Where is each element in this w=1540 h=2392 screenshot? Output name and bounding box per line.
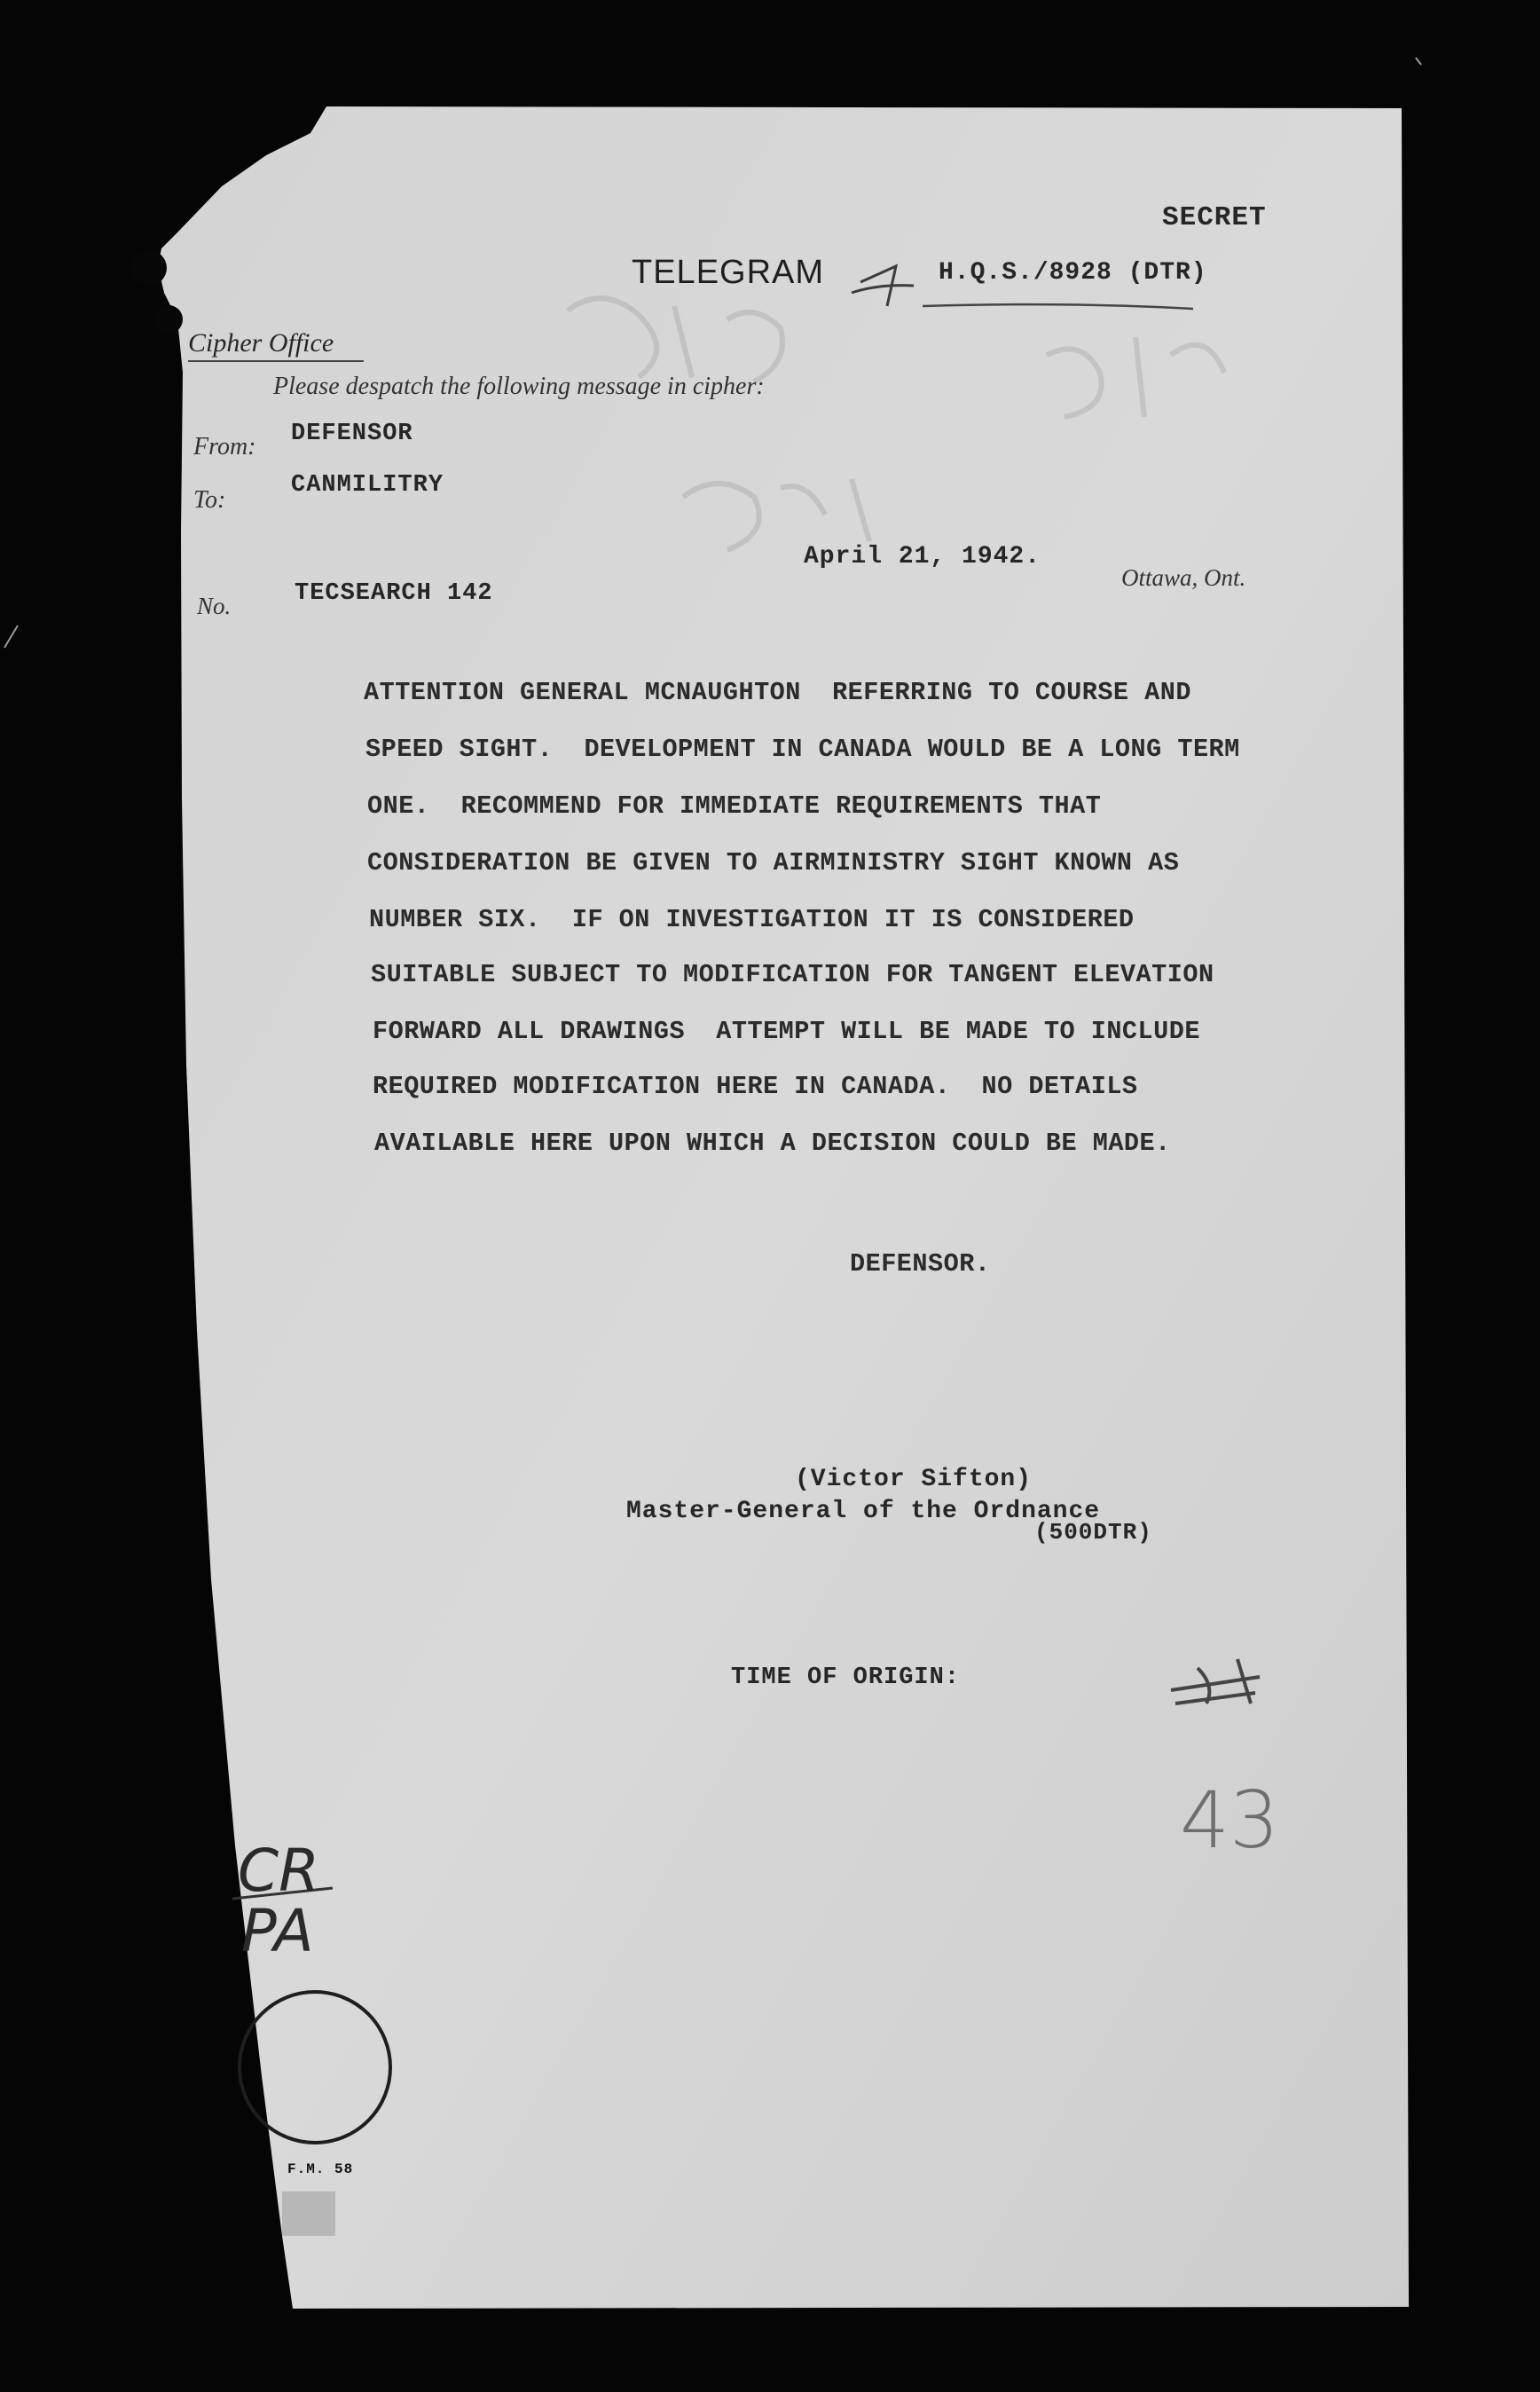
number-label: No.	[197, 593, 232, 619]
annotation-cr: CR	[238, 1837, 319, 1905]
message-line: SPEED SIGHT. DEVELOPMENT IN CANADA WOULD BE A LONG TERM	[365, 735, 1240, 764]
stray-mark	[4, 626, 18, 648]
to-label: To:	[193, 486, 226, 514]
number-value: TECSEARCH 142	[295, 580, 493, 607]
place-of-origin: Ottawa, Ont.	[1121, 564, 1246, 591]
message-closing: DEFENSOR.	[850, 1249, 991, 1279]
from-label: From:	[193, 433, 256, 460]
to-value: CANMILITRY	[291, 472, 444, 499]
file-reference: H.Q.S./8928 (DTR)	[939, 259, 1207, 287]
stray-mark	[1416, 58, 1421, 65]
office-label: Cipher Office	[188, 328, 334, 358]
form-number: F.M. 58	[287, 2161, 354, 2177]
message-line: ATTENTION GENERAL MCNAUGHTON REFERRING TO COURSE AND	[364, 678, 1191, 707]
punch-mark	[154, 305, 183, 334]
message-line: REQUIRED MODIFICATION HERE IN CANADA. NO DETAILS	[373, 1072, 1138, 1101]
message-line: FORWARD ALL DRAWINGS ATTEMPT WILL BE MADE TO INCLUDE	[373, 1017, 1200, 1046]
signatory-title: Master-General of the Ordnance	[626, 1498, 1101, 1525]
form-title: TELEGRAM	[632, 254, 825, 291]
signatory-code: (500DTR)	[1034, 1519, 1152, 1546]
folio-number: 43	[1180, 1774, 1279, 1866]
signatory-name: (Victor Sifton)	[795, 1466, 1033, 1493]
punch-mark	[131, 250, 167, 286]
from-value: DEFENSOR	[291, 421, 413, 447]
message-line: SUITABLE SUBJECT TO MODIFICATION FOR TANGENT ELEVATION	[371, 960, 1214, 989]
form-print-block	[282, 2191, 335, 2236]
message-line: CONSIDERATION BE GIVEN TO AIRMINISTRY SIGHT KNOWN AS	[367, 848, 1180, 877]
annotation-pa: PA	[241, 1897, 314, 1965]
classification-marking: SECRET	[1162, 202, 1267, 233]
message-line: ONE. RECOMMEND FOR IMMEDIATE REQUIREMENTS THAT	[367, 791, 1102, 821]
message-date: April 21, 1942.	[804, 543, 1041, 570]
message-line: NUMBER SIX. IF ON INVESTIGATION IT IS CONSIDERED	[369, 905, 1135, 934]
message-line: AVAILABLE HERE UPON WHICH A DECISION COULD BE MADE.	[374, 1129, 1171, 1158]
instruction-text: Please despatch the following message in cipher:	[273, 373, 765, 400]
time-of-origin-label: TIME OF ORIGIN:	[731, 1664, 961, 1691]
